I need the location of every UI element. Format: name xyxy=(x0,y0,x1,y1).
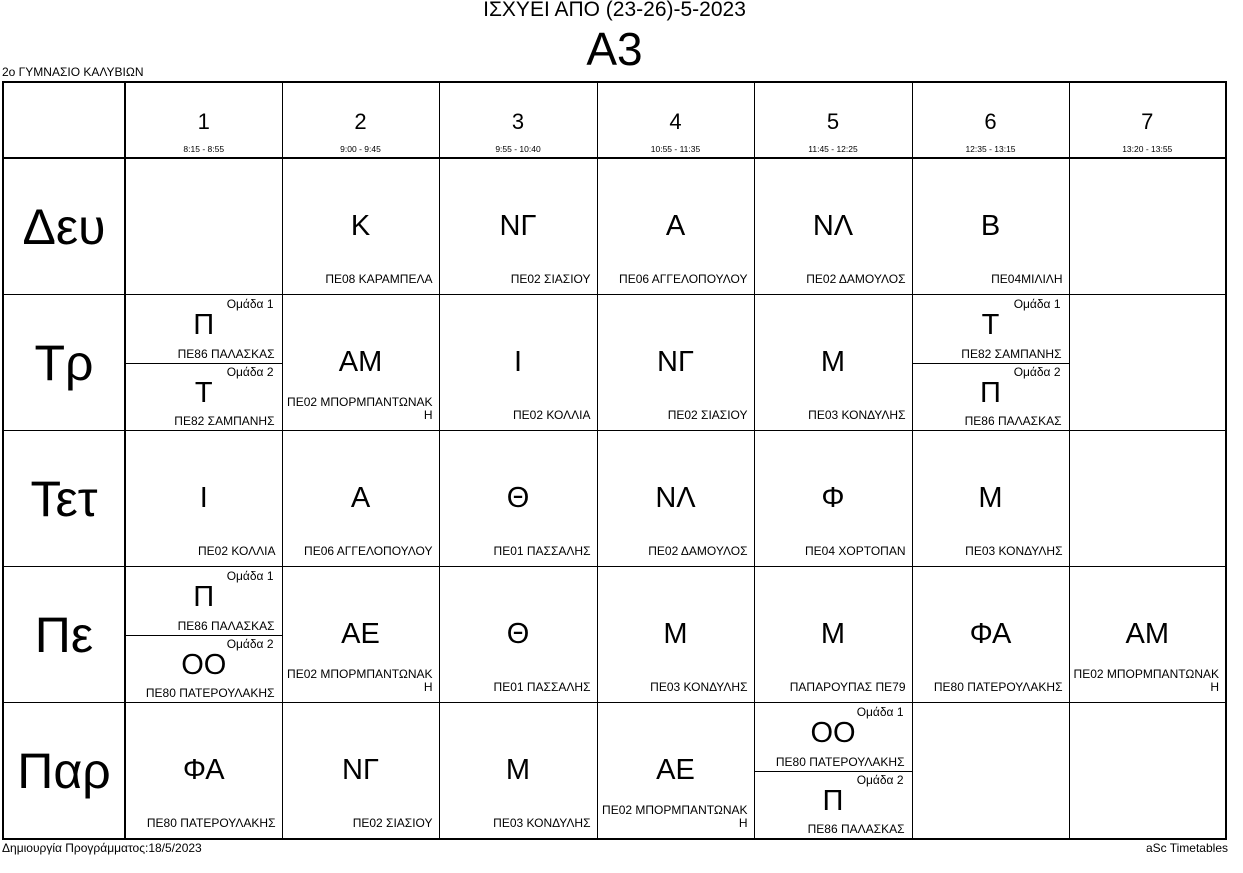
teacher-name: ΠΕ02 ΜΠΟΡΜΠΑΝΤΩΝΑΚ Η xyxy=(287,395,433,422)
period-number: 7 xyxy=(1141,109,1154,134)
lesson-cell xyxy=(282,431,439,567)
empty-cell xyxy=(1069,295,1226,431)
lesson-cell xyxy=(754,431,912,567)
period-number: 4 xyxy=(669,109,682,134)
teacher-name: ΠΕ02 ΣΙΑΣΙΟΥ xyxy=(667,408,748,422)
lesson-cell xyxy=(912,295,1069,431)
subject-code: Θ xyxy=(506,482,530,514)
period-header-4 xyxy=(597,82,754,158)
empty-cell xyxy=(1069,431,1226,567)
teacher-name: ΠΕ08 ΚΑΡΑΜΠΕΛΑ xyxy=(325,272,433,286)
lesson-cell xyxy=(754,703,912,840)
lesson-cell xyxy=(125,431,282,567)
teacher-name: ΠΕ86 ΠΑΛΑΣΚΑΣ xyxy=(964,414,1062,428)
group-lesson xyxy=(755,703,912,772)
period-number: 6 xyxy=(984,109,997,134)
subject-code: ΝΛ xyxy=(655,482,696,514)
subject-code: ΑΕ xyxy=(656,754,695,786)
day-row xyxy=(3,703,1226,840)
teacher-name: ΠΕ06 ΑΓΓΕΛΟΠΟΥΛΟΥ xyxy=(304,544,433,558)
subject-code: Τ xyxy=(194,376,213,409)
lesson-cell xyxy=(282,158,439,295)
day-cell xyxy=(3,567,125,703)
day-cell xyxy=(3,158,125,295)
teacher-name: ΠΕ86 ΠΑΛΑΣΚΑΣ xyxy=(177,618,275,633)
subject-code: ΦΑ xyxy=(969,618,1012,650)
period-header-5 xyxy=(754,82,912,158)
group-label: Ομάδα 1 xyxy=(226,569,274,583)
subject-code: ΝΓ xyxy=(342,754,379,786)
group-label: Ομάδα 1 xyxy=(1013,297,1061,311)
group-label: Ομάδα 2 xyxy=(1013,364,1061,379)
day-cell xyxy=(3,431,125,567)
period-header-1 xyxy=(125,82,282,158)
teacher-name: ΠΕ86 ΠΑΛΑΣΚΑΣ xyxy=(177,346,275,361)
subject-code: Μ xyxy=(820,618,846,650)
teacher-name: ΠΕ02 ΚΟΛΛΙΑ xyxy=(198,544,276,558)
day-row xyxy=(3,158,1226,295)
group-lesson xyxy=(126,635,282,703)
subject-code: ΝΛ xyxy=(812,210,854,242)
lesson-cell xyxy=(125,295,282,431)
group-label: Ομάδα 2 xyxy=(856,772,904,787)
lesson-cell xyxy=(597,431,754,567)
teacher-name: ΠΕ82 ΣΑΜΠΑΝΗΣ xyxy=(961,346,1062,361)
subject-code: Α xyxy=(665,210,686,242)
teacher-name: ΠΕ86 ΠΑΛΑΣΚΑΣ xyxy=(807,822,905,836)
period-time: 12:35 - 13:15 xyxy=(965,144,1016,154)
corner-cell xyxy=(3,82,125,158)
subject-code: Π xyxy=(193,309,215,341)
lesson-cell xyxy=(597,567,754,703)
teacher-name: ΠΕ02 ΜΠΟΡΜΠΑΝΤΩΝΑΚ Η xyxy=(602,803,748,830)
day-name: Παρ xyxy=(17,742,111,799)
subject-code: Π xyxy=(980,376,1001,409)
period-number: 2 xyxy=(354,109,367,134)
group-lesson xyxy=(126,295,282,364)
group-label: Ομάδα 2 xyxy=(226,636,274,651)
subject-code: ΟΟ xyxy=(181,648,227,681)
teacher-name: ΠΕ80 ΠΑΤΕΡΟΥΛΑΚΗΣ xyxy=(775,754,905,769)
period-time: 8:15 - 8:55 xyxy=(183,144,225,154)
day-name: Πε xyxy=(34,606,94,663)
teacher-name: ΠΑΠΑΡΟΥΠΑΣ ΠΕ79 xyxy=(789,680,906,694)
lesson-cell xyxy=(597,158,754,295)
subject-code: Θ xyxy=(506,618,530,650)
subject-code: ΝΓ xyxy=(657,346,694,378)
lesson-cell xyxy=(754,567,912,703)
teacher-name: ΠΕ02 ΣΙΑΣΙΟΥ xyxy=(510,272,591,286)
school-name: 2ο ΓΥΜΝΑΣΙΟ ΚΑΛΥΒΙΩΝ xyxy=(2,65,144,79)
day-name: Τρ xyxy=(34,334,94,391)
subject-code: Κ xyxy=(350,210,371,242)
teacher-name: ΠΕ80 ΠΑΤΕΡΟΥΛΑΚΗΣ xyxy=(933,680,1063,694)
period-time: 9:00 - 9:45 xyxy=(340,144,381,154)
subject-code: ΝΓ xyxy=(499,210,537,242)
teacher-name: ΠΕ03 ΚΟΝΔΥΛΗΣ xyxy=(493,816,591,830)
lesson-cell xyxy=(912,158,1069,295)
teacher-name: ΠΕ04 ΧΟΡΤΟΠΑΝ xyxy=(805,544,906,558)
lesson-cell xyxy=(912,567,1069,703)
subject-code: Τ xyxy=(981,309,1000,341)
teacher-name: ΠΕ03 ΚΟΝΔΥΛΗΣ xyxy=(808,408,906,422)
lesson-cell xyxy=(282,295,439,431)
lesson-cell xyxy=(912,431,1069,567)
lesson-cell xyxy=(439,431,597,567)
lesson-cell xyxy=(439,295,597,431)
subject-code: ΟΟ xyxy=(810,717,856,749)
teacher-name: ΠΕ02 ΚΟΛΛΙΑ xyxy=(513,408,591,422)
lesson-cell xyxy=(439,158,597,295)
period-header-2 xyxy=(282,82,439,158)
teacher-name: ΠΕ02 ΔΑΜΟΥΛΟΣ xyxy=(806,272,906,286)
lesson-cell xyxy=(282,703,439,840)
creation-date: Δημιουργία Προγράμματος:18/5/2023 xyxy=(2,841,202,855)
teacher-name: ΠΕ03 ΚΟΝΔΥΛΗΣ xyxy=(650,680,748,694)
period-number: 1 xyxy=(197,109,210,134)
class-title: Α3 xyxy=(586,23,643,75)
teacher-name: ΠΕ01 ΠΑΣΣΑΛΗΣ xyxy=(493,544,591,558)
group-label: Ομάδα 1 xyxy=(226,297,274,311)
period-time: 13:20 - 13:55 xyxy=(1122,144,1173,154)
subject-code: Α xyxy=(350,482,371,514)
subject-code: Φ xyxy=(821,482,845,514)
period-header-6 xyxy=(912,82,1069,158)
subject-code: ΑΕ xyxy=(341,618,380,650)
subject-code: Μ xyxy=(663,618,688,650)
day-name: Τετ xyxy=(30,470,98,527)
lesson-cell xyxy=(1069,567,1226,703)
subject-code: ΑΜ xyxy=(338,346,383,378)
timetable-subtitle: ΙΣΧΥΕΙ ΑΠΟ (23-26)-5-2023 xyxy=(483,0,746,21)
lesson-cell xyxy=(125,567,282,703)
lesson-cell xyxy=(597,703,754,840)
group-lesson xyxy=(913,363,1069,431)
teacher-name: ΠΕ80 ΠΑΤΕΡΟΥΛΑΚΗΣ xyxy=(146,816,276,830)
period-number: 5 xyxy=(826,109,840,134)
subject-code: Π xyxy=(193,581,215,613)
teacher-name: ΠΕ82 ΣΑΜΠΑΝΗΣ xyxy=(174,414,275,428)
subject-code: ΑΜ xyxy=(1125,618,1169,650)
subject-code: Β xyxy=(980,210,1001,242)
teacher-name: ΠΕ03 ΚΟΝΔΥΛΗΣ xyxy=(965,544,1063,558)
subject-code: Π xyxy=(822,784,844,817)
period-header-row xyxy=(3,82,1226,158)
period-time: 10:55 - 11:35 xyxy=(650,144,701,154)
lesson-cell xyxy=(282,567,439,703)
lesson-cell xyxy=(597,295,754,431)
period-number: 3 xyxy=(511,109,525,134)
teacher-name: ΠΕ02 ΣΙΑΣΙΟΥ xyxy=(352,816,433,830)
empty-cell xyxy=(1069,703,1226,840)
lesson-cell xyxy=(754,158,912,295)
day-name: Δευ xyxy=(22,198,106,255)
group-label: Ομάδα 2 xyxy=(226,364,274,379)
teacher-name: ΠΕ80 ΠΑΤΕΡΟΥΛΑΚΗΣ xyxy=(145,686,275,700)
group-lesson xyxy=(126,567,282,636)
subject-code: Ι xyxy=(513,346,523,378)
group-lesson xyxy=(913,295,1069,364)
group-lesson xyxy=(126,363,282,431)
subject-code: ΦΑ xyxy=(182,754,225,786)
lesson-cell xyxy=(125,703,282,840)
day-row xyxy=(3,295,1226,431)
lesson-cell xyxy=(439,567,597,703)
day-row xyxy=(3,567,1226,703)
period-header-7 xyxy=(1069,82,1226,158)
empty-cell xyxy=(125,158,282,295)
subject-code: Μ xyxy=(978,482,1003,514)
subject-code: Μ xyxy=(505,754,531,786)
timetable-grid xyxy=(2,81,1227,840)
lesson-cell xyxy=(754,295,912,431)
generator-brand: aSc Timetables xyxy=(1145,841,1228,855)
group-lesson xyxy=(755,771,912,839)
subject-code: Μ xyxy=(820,346,846,378)
day-cell xyxy=(3,703,125,840)
period-time: 11:45 - 12:25 xyxy=(808,144,858,154)
lesson-cell xyxy=(439,703,597,840)
day-cell xyxy=(3,295,125,431)
period-time: 9:55 - 10:40 xyxy=(495,144,541,154)
teacher-name: ΠΕ04ΜΙΛΙΛΗ xyxy=(991,272,1063,286)
empty-cell xyxy=(912,703,1069,840)
teacher-name: ΠΕ06 ΑΓΓΕΛΟΠΟΥΛΟΥ xyxy=(619,272,748,286)
day-row xyxy=(3,431,1226,567)
period-header-3 xyxy=(439,82,597,158)
teacher-name: ΠΕ02 ΔΑΜΟΥΛΟΣ xyxy=(648,544,748,558)
teacher-name: ΠΕ02 ΜΠΟΡΜΠΑΝΤΩΝΑΚ Η xyxy=(1073,667,1219,694)
group-label: Ομάδα 1 xyxy=(856,705,904,719)
teacher-name: ΠΕ01 ΠΑΣΣΑΛΗΣ xyxy=(493,680,591,694)
subject-code: Ι xyxy=(199,482,208,514)
teacher-name: ΠΕ02 ΜΠΟΡΜΠΑΝΤΩΝΑΚ Η xyxy=(287,667,433,694)
empty-cell xyxy=(1069,158,1226,295)
